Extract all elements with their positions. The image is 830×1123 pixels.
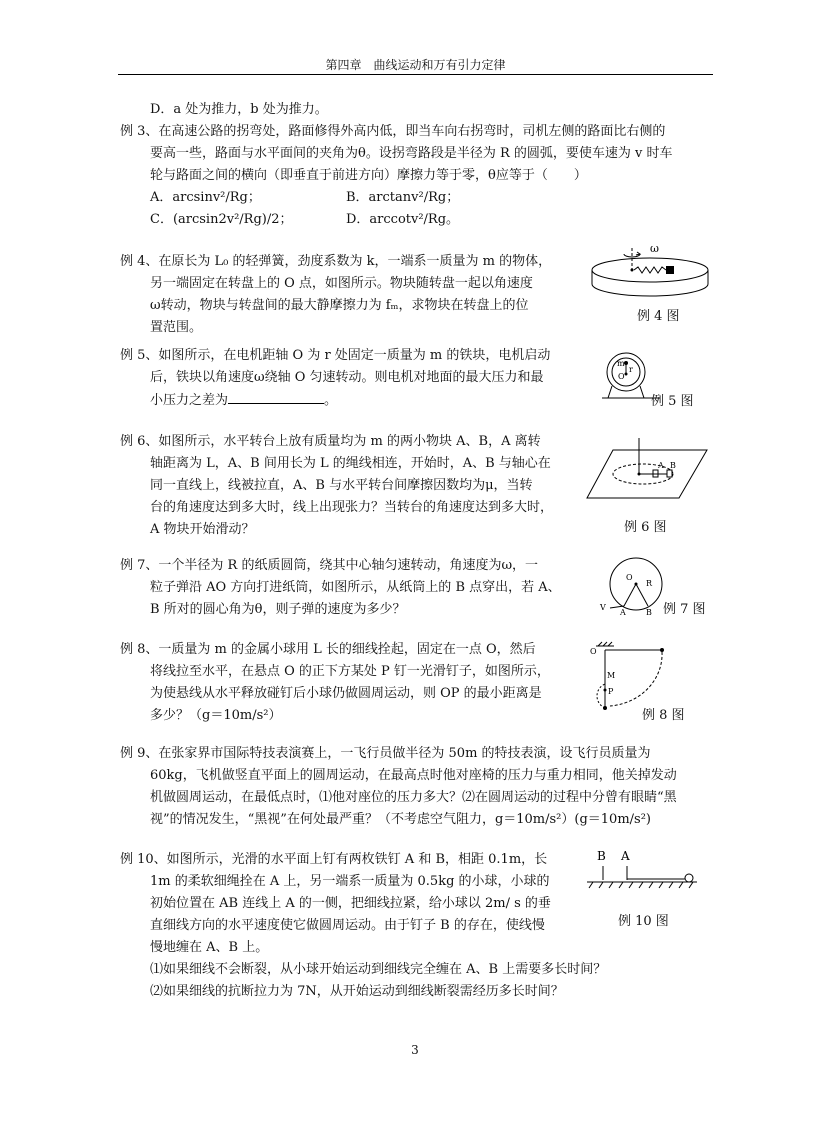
ex5-mass-label: m (617, 359, 625, 368)
ex6-line-5: A 物块开始滑动？ (150, 522, 255, 537)
ex10-a-label: A (621, 849, 630, 863)
ex3-line-3: 轮与路面之间的横向（即垂直于前进方向）摩擦力等于零，θ应等于（ ） (150, 168, 587, 183)
ex10-line-3: 初始位置在 AB 连线上 A 的一侧，把细线拉紧，给小球以 2m/ s 的垂 (150, 896, 551, 911)
ex4-line-2: 另一端固定在转盘上的 O 点，如图所示。物块随转盘一起以角速度 (150, 276, 533, 291)
ex7-radius-label: R (646, 579, 653, 588)
ex5-figure-caption: 例 5 图 (651, 394, 694, 409)
ex3-option-d: D．arccotv²/Rg。 (346, 212, 460, 227)
ex5-answer-blank[interactable] (228, 390, 324, 404)
option-d-carryover: D．a 处为推力，b 处为推力。 (150, 102, 328, 117)
ex4-figure-caption: 例 4 图 (637, 309, 680, 324)
ex10-line-6: ⑴如果细线不会断裂，从小球开始运动到细线完全缠在 A、B 上需要多长时间？ (150, 962, 607, 977)
ex8-o-label: O (590, 647, 597, 656)
ex10-line-2: 1m 的柔软细绳拴在 A 上，另一端系一质量为 0.5kg 的小球，小球的 (150, 874, 550, 889)
ex5-line-2: 后，铁块以角速度ω绕轴 O 匀速转动。则电机对地面的最大压力和最 (150, 370, 544, 385)
ex9-line-2: 60kg，飞机做竖直平面上的圆周运动，在最高点时他对座椅的压力与重力相同，他关掉发动 (150, 768, 677, 783)
ex3-options-cd (150, 210, 459, 230)
ex4-omega-label: ω (650, 242, 659, 255)
ex8-line-2: 将线拉至水平，在悬点 O 的正下方某处 P 钉一光滑钉子，如图所示， (150, 664, 550, 679)
ex7-a-label: A (620, 608, 626, 617)
ex3-options-ab (150, 188, 459, 208)
ex7-velocity-label: V (600, 603, 606, 612)
ex3-option-c: C．(arcsin2v²/Rg)/2； (150, 212, 293, 227)
ex5-line-3 (150, 390, 337, 411)
ex4-line-3: ω转动，物块与转盘间的最大静摩擦力为 fₘ，求物块在转盘上的位 (150, 298, 529, 313)
ex9-line-3: 机做圆周运动，在最低点时，⑴他对座位的压力多大？⑵在圆周运动的过程中分曾有眼睛“黑 (150, 790, 677, 805)
ex9-line-1: 例 9、在张家界市国际特技表演赛上，一飞行员做半径为 50m 的特技表演，设飞行员质量为 (120, 746, 651, 761)
ex6-figure-caption: 例 6 图 (624, 520, 667, 535)
ex5-line-3-end: 。 (324, 393, 338, 408)
ex10-nails-figure (585, 848, 700, 894)
ex4-line-4: 置范围。 (150, 320, 203, 335)
page-header: 第四章 曲线运动和万有引力定律 (118, 56, 713, 75)
ex10-b-label: B (597, 849, 606, 863)
ex7-line-2: 粒子弹沿 AO 方向打进纸筒，如图所示，从纸筒上的 B 点穿出，若 A、 (150, 580, 561, 595)
ex5-radius-label: r (629, 365, 633, 374)
ex6-a-label: A (658, 461, 664, 470)
ex6-turntable-figure (585, 432, 710, 502)
ex10-line-7: ⑵如果细线的抗断拉力为 7N，从开始运动到细线断裂需经历多长时间？ (150, 984, 564, 999)
ex10-figure-caption: 例 10 图 (618, 914, 669, 929)
ex3-option-a: A．arcsinv²/Rg； (150, 190, 261, 205)
page-number: 3 (411, 1043, 419, 1057)
ex3-line-2: 要高一些，路面与水平面间的夹角为θ。设拐弯路段是半径为 R 的圆弧，要使车速为 v 时车 (150, 146, 673, 161)
ex8-line-4: 多少？（g＝10m/s²） (150, 708, 282, 723)
ex7-b-label: B (646, 608, 652, 617)
ex5-line-3-text: 小压力之差为 (150, 393, 229, 408)
ex8-line-1: 例 8、一质量为 m 的金属小球用 L 长的细线拴起，固定在一点 O，然后 (120, 642, 536, 657)
ex7-figure-caption: 例 7 图 (663, 602, 706, 617)
ex8-line-3: 为使悬线从水平释放碰钉后小球仍做圆周运动，则 OP 的最小距离是 (150, 686, 542, 701)
ex6-line-3: 同一直线上，线被拉直，A、B 与水平转台间摩擦因数均为μ，当转 (150, 478, 533, 493)
ex7-center-label: O (626, 573, 633, 582)
ex5-line-1: 例 5、如图所示，在电机距轴 O 为 r 处固定一质量为 m 的铁块，电机启动 (120, 348, 551, 363)
ex7-line-1: 例 7、一个半径为 R 的纸质圆筒，绕其中心轴匀速转动，角速度为ω，一 (120, 558, 539, 573)
ex8-m-label: M (607, 671, 616, 680)
ex8-p-label: P (608, 687, 614, 696)
ex6-b-label: B (670, 461, 676, 470)
ex7-cylinder-figure (596, 556, 666, 616)
ex6-line-1: 例 6、如图所示，水平转台上放有质量均为 m 的两小物块 A、B，A 离转 (120, 434, 541, 449)
ex9-line-4: 视”的情况发生，“黑视”在何处最严重？（不考虑空气阻力，g＝10m/s²）(g＝10m/s²) (150, 812, 651, 827)
ex4-line-1: 例 4、在原长为 L₀ 的轻弹簧，劲度系数为 k，一端系一质量为 m 的物体， (120, 254, 552, 269)
ex10-line-4: 直细线方向的水平速度使它做圆周运动。由于钉子 B 的存在，使线慢 (150, 918, 545, 933)
ex3-option-b: B．arctanv²/Rg； (346, 190, 460, 205)
ex10-line-5: 慢地缠在 A、B 上。 (150, 940, 269, 955)
ex6-line-4: 台的角速度达到多大时，线上出现张力？当转台的角速度达到多大时， (150, 500, 554, 515)
ex10-line-1: 例 10、如图所示，光滑的水平面上钉有两枚铁钉 A 和 B，相距 0.1m，长 (120, 852, 548, 867)
ex7-line-3: B 所对的圆心角为θ，则子弹的速度为多少？ (150, 602, 406, 617)
ex5-axis-label: O (618, 372, 625, 381)
ex6-line-2: 轴距离为 L，A、B 间用长为 L 的绳线相连，开始时，A、B 与轴心在 (150, 456, 551, 471)
ex3-line-1: 例 3、在高速公路的拐弯处，路面修得外高内低，即当车向右拐弯时，司机左侧的路面比右侧的 (120, 124, 666, 139)
ex4-turntable-figure (590, 240, 710, 312)
ex8-figure-caption: 例 8 图 (642, 708, 685, 723)
